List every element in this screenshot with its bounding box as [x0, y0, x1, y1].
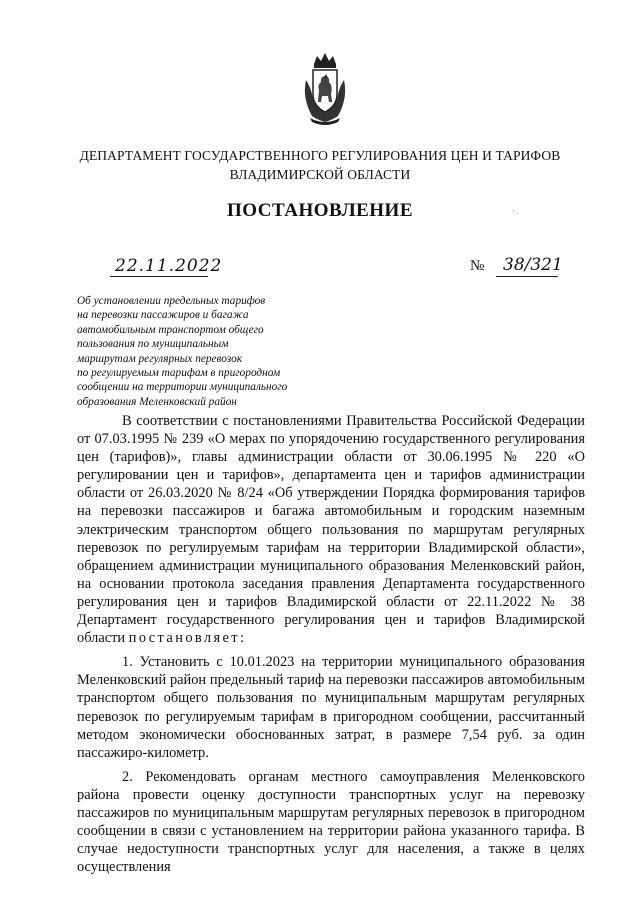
item-1-paragraph: 1. Установить с 10.01.2023 на территории муниципального образования Меленковский район предельный тариф на перевозки пассажиров автомобильным транспортом общего пользования по муниципальным маршрутам регулярных перевозок по регулируемым тарифам в пригородном сообщении, рассчитанный методом экономически обоснованных затрат, в размере 7,54 руб. за один пассажиро-километр. — [77, 654, 585, 761]
item-2-paragraph: 2. Рекомендовать органам местного самоуправления Меленковского района провести оценку доступности транспортных услуг на перевозку пассажиров по муниципальным маршрутам регулярных перевозок в пригородном сообщении в связи с установлением на территории района указанного тарифа. В случае недоступности транспортных услуг для населения, а также в целях осуществления — [77, 768, 585, 876]
subject-line: маршрутам регулярных перевозок — [77, 352, 242, 365]
subject-line: на перевозки пассажиров и багажа — [77, 309, 249, 322]
subject-line: пользования по муниципальным — [77, 338, 229, 351]
subject-line: образования Меленковский район — [77, 395, 237, 408]
preamble-text: В соответствии с постановлениями Правительства Российской Федерации от 07.03.1995 № 239 «О мерах по упорядочению государственного регулирования цен (тарифов)», главы администрации области от 30.06.1995 № 220 «О регулировании цен и тарифов», департамента цен и тарифов администрации области от 26.03.2020 № 8/24 «Об утверждении Порядка формирования тарифов на перевозки пассажиров и багажа автомобильным и городским наземным электрическим транспортом общего пользования по маршрутам регулярных перевозок по регулируемым тарифам на территории Владимирской области», обращением администрации муниципального образования Меленковский район, на основании протокола заседания правления Департамента государственного регулирования цен и тарифов Владимирской области от 22.11.2022 № 38 Департамент государственного регулирования цен и тарифов Владимирской области — [77, 413, 585, 647]
document-body — [77, 412, 585, 876]
subject-line: Об установлении предельных тарифов — [77, 295, 266, 307]
document-subject — [77, 294, 327, 409]
document-number: 38/321 — [503, 255, 563, 275]
subject-line: сообщении на территории муниципального — [77, 381, 288, 394]
number-label: № — [470, 258, 485, 274]
scan-speck: · . — [512, 207, 519, 216]
document-type-title: ПОСТАНОВЛЕНИЕ — [226, 200, 414, 221]
preamble-paragraph — [77, 412, 585, 647]
department-name-line2: ВЛАДИМИРСКОЙ ОБЛАСТИ — [229, 167, 411, 182]
document-date: 22.11.2022 — [115, 256, 223, 276]
decree-word: постановляет: — [128, 630, 247, 647]
number-underline — [496, 276, 558, 277]
coat-of-arms-emblem — [300, 50, 350, 125]
department-name-line1: ДЕПАРТАМЕНТ ГОСУДАРСТВЕННОГО РЕГУЛИРОВАНИЯ ЦЕН И ТАРИФОВ — [79, 148, 561, 163]
subject-line: автомобильным транспортом общего — [77, 323, 264, 336]
subject-line: по регулируемым тарифам в пригородном — [77, 367, 281, 380]
date-underline — [110, 276, 208, 277]
